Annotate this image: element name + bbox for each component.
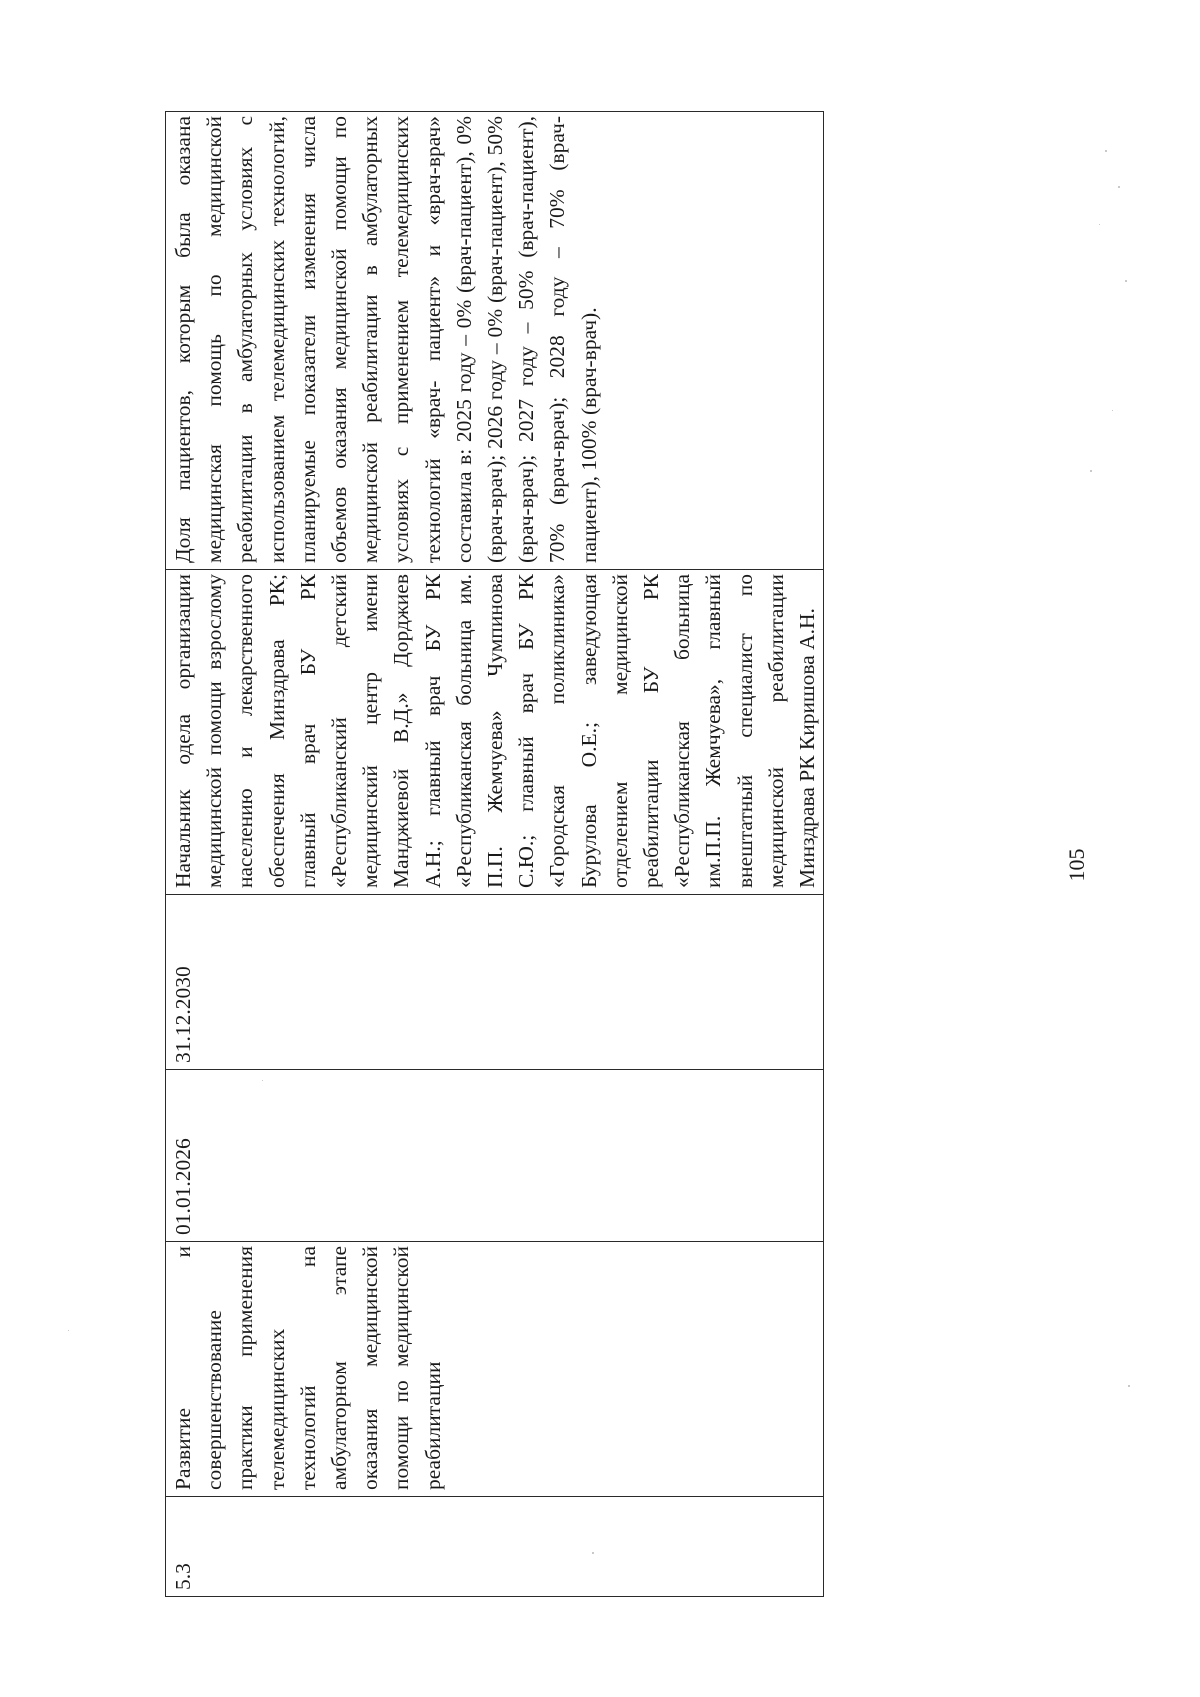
scan-noise: [1090, 470, 1092, 472]
result-cell: Доля пациентов, которым была оказана медицинская помощь по медицинской реабилитации в амбулаторных условиях с использованием телемедицинских технологий, планируемые показатели изменения числа объемов оказания медицинской помощи по медицинской реабилитации в амбулаторных условиях с применением телемедицинских технологий «врач- пациент» и «врач-врач» составила в: 2025 году – 0% (врач-пациент), 0% (врач-врач); 2026 году – 0% (врач-пациент), 50% (врач-врач); 2027 году – 50% (врач-пациент), 70% (врач-врач); 2028 году – 70% (врач-пациент), 100% (врач-врач).: [166, 112, 824, 570]
row-number-cell: 5.3: [166, 1497, 824, 1597]
scan-noise: [1125, 280, 1127, 282]
scan-noise: [1105, 150, 1107, 152]
page-number: 105: [1064, 848, 1089, 882]
scan-noise: [1128, 1385, 1130, 1387]
end-date-cell: 31.12.2030: [166, 895, 824, 1070]
responsible-cell: Начальник одела организации медицинской помощи взрослому населению и лекарственного обеспечения Минздрава РК; главный врач БУ РК «Республиканский детский медицинский центр имени Манджиевой В.Д.» Дорджиев А.Н.; главный врач БУ РК «Республиканская больница им. П.П. Жемчуева» Чумпинова С.Ю.; главный врач БУ РК «Городская поликлиника» Бурулова О.Е.; заведующая отделением медицинской реабилитации БУ РК «Республиканская больница им.П.П. Жемчуева», главный внештатный специалист по медицинской реабилитации Минздрава РК Киришова А.Н.: [166, 570, 824, 895]
event-cell: Развитие и совершенствование практики применения телемедицинских технологий на амбулаторном этапе оказания медицинской помощи по медицинской реабилитации: [166, 1242, 824, 1497]
scan-noise: [68, 1330, 69, 1331]
scan-noise: [1099, 224, 1100, 225]
table-row: [166, 112, 824, 1597]
scan-noise: [592, 1552, 594, 1554]
program-table: [165, 111, 824, 1597]
scan-noise: [262, 1080, 263, 1081]
rotated-table-container: [165, 112, 820, 1597]
scan-noise: [1118, 186, 1120, 188]
start-date-cell: 01.01.2026: [166, 1070, 824, 1242]
scan-noise: [1112, 410, 1113, 411]
